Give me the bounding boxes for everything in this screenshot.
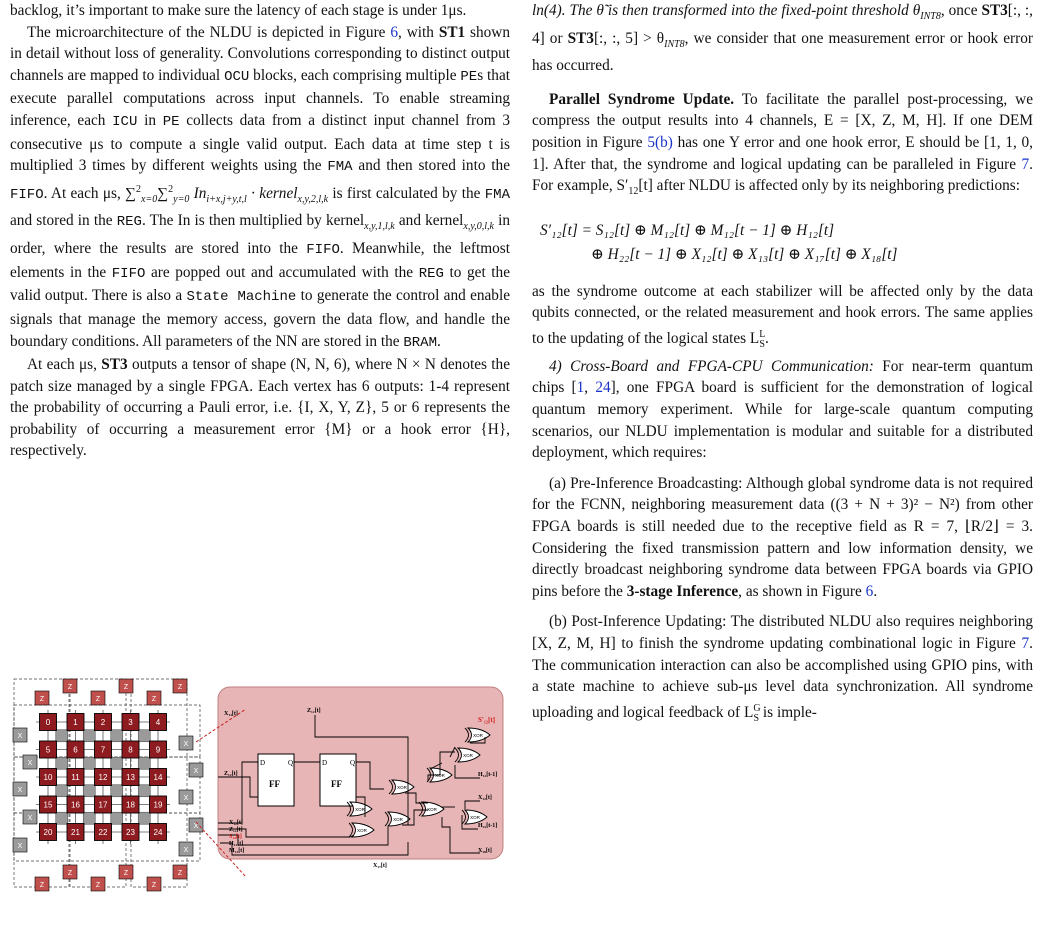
z-box-label: Z — [151, 696, 157, 703]
data-qubit-label: 17 — [98, 800, 108, 810]
z-box-label: Z — [39, 882, 45, 889]
left-paragraph-3: At each μs, ST3 outputs a tensor of shape (N, N, 6), where N × N denotes the patch size managed by a single FPGA. Each vertex has 6 outputs: 1-4 represent the probability of occurring a Pauli error, i.e. {I, X, Y, Z}, 5 or 6 represents the probability of occurring a measurement error {M} or a hook error {H}, respectively. — [10, 356, 510, 460]
signal-h22-m1: H₂₂[t-1] — [478, 823, 498, 829]
nldu-figure — [10, 677, 508, 897]
ff2-q: Q — [350, 759, 356, 767]
signal-in-m12: M₁₂[t] — [229, 848, 245, 854]
right-column — [532, 0, 1033, 729]
data-qubit-label: 15 — [43, 800, 53, 810]
signal-in-h12: H₁₂[t] — [229, 841, 244, 847]
z-box-label: Z — [123, 684, 129, 691]
stabilizer-box — [56, 730, 68, 742]
stabilizer-box — [138, 812, 150, 824]
z-box-label: Z — [95, 882, 101, 889]
left-column — [10, 0, 510, 462]
signal-z12-mid: Z₁₂[t] — [224, 771, 238, 777]
right-paragraph-5: (a) Pre-Inference Broadcasting: Although global syndrome data is not required for the FCNN, neighboring measurement data ((3 + N + 3)² − N²) from other FPGA boards is still needed due to the receptive field as R = 7, ⌊R/2⌋ = 3. Considering the fixed transmission pattern and low information density, we directly broadcast neighboring syndrome data between FPGA boards via GPIO pins before the 3-stage Inference, as shown in Figure 6. — [532, 474, 1033, 600]
data-qubit-label: 24 — [153, 828, 163, 837]
x-box-label: X — [27, 815, 33, 822]
surface-code-grid — [13, 679, 203, 891]
xor-gate-label: XOR — [357, 828, 367, 833]
left-paragraph-2: The microarchitecture of the NLDU is depicted in Figure 6, with ST1 shown in detail without loss of generality. Convolutions corresponding to distinct output channels are mapped to individual OCU blocks, each comprising multiple PEs that execute parallel computations across input channels. To enable streaming inference, each ICU in PE collects data from a distinct input channel from 3 consecutive μs to compute a single valid output. Each data at time step t is multiplied 3 times by different weights using the FMA and then stored into the FIFO. At each μs, ∑$^2_{x=0}$∑$^2_{y=0}$ $In_{i+x,j+y,t,l}$ · kernel$_{x,y,2,l,k}$ is first calculated by the FMA and stored in the REG. The In is then multiplied by kernel$_{x,y,1,l,k}$ and kernel$_{x,y,0,l,k}$ in order, where the results are stored into the FIFO. Meanwhile, the leftmost elements in the FIFO are popped out and accumulated with the REG to get the valid output. There is also a State Machine to generate the control and enable signals that manage the memory access, govern the data flow, and handle the boundary conditions. All parameters of the NN are stored in the BRAM. — [10, 23, 510, 351]
data-qubit-label: 3 — [128, 718, 133, 727]
z-box-label: Z — [67, 870, 73, 877]
data-qubit-label: 16 — [71, 800, 80, 810]
xor-gate-label: XOR — [355, 807, 365, 812]
z-box-label: Z — [177, 870, 183, 877]
data-qubit-label: 22 — [98, 828, 108, 837]
data-qubit-label: 9 — [155, 745, 161, 755]
stabilizer-box — [83, 812, 95, 824]
data-qubit-label: 14 — [153, 773, 163, 782]
figure-7-link[interactable]: 7 — [1021, 155, 1030, 173]
stabilizer-box — [56, 757, 68, 769]
data-qubit-label: 21 — [71, 828, 80, 837]
data-qubit-label: 6 — [73, 745, 78, 755]
data-qubit-label: 11 — [71, 773, 80, 782]
stabilizer-box — [111, 730, 123, 742]
data-qubit-label: 12 — [98, 773, 108, 782]
data-qubit-label: 7 — [100, 745, 106, 755]
x-box-label: X — [17, 843, 23, 850]
stabilizer-box — [138, 730, 150, 742]
stabilizer-box — [138, 785, 150, 797]
ref-24-link[interactable]: 24 — [595, 379, 611, 397]
syndrome-update-logic — [218, 687, 503, 869]
signal-h12-m1: H₁₂[t-1] — [478, 772, 498, 778]
xor-gate-label: XOR — [473, 733, 483, 738]
z-box-label: Z — [151, 882, 157, 889]
right-paragraph-3: as the syndrome outcome at each stabilizer will be affected only by the data qubits connected, or the related measurement and hook errors. The same applies to the updating of the logical states $L^L_S$. — [532, 282, 1033, 351]
signal-x12-right: X₁₂[t] — [478, 795, 492, 801]
data-qubit-label: 19 — [153, 800, 163, 810]
right-paragraph-4: 4) Cross-Board and FPGA-CPU Communication: For near-term quantum chips [1, 24], one FPGA board is sufficient for the demonstration of logical quantum memory experiment. While for large-scale quantum computing scenarios, our NLDU implementation is modular and suitable for a distributed deployment, which requires: — [532, 357, 1033, 462]
x-box-label: X — [17, 733, 23, 740]
equation-line-2: ⊕ H₂₂[t − 1] ⊕ X₁₂[t] ⊕ X₁₃[t] ⊕ X₁₇[t] ⊕ X₁₈[t] — [591, 245, 898, 263]
xor-gate-label: XOR — [397, 785, 407, 790]
x-box-label: X — [183, 795, 189, 802]
signal-x17: X₁₇[t] — [373, 863, 387, 869]
data-qubit-label: 23 — [126, 828, 135, 837]
syndrome-equation — [532, 219, 1033, 267]
xor-gate-label: XOR — [470, 815, 480, 820]
z-box-label: Z — [67, 684, 73, 691]
xor-gate-label: XOR — [393, 817, 403, 822]
signal-x13: X₁₃[t] — [224, 711, 238, 717]
ff1-q: Q — [288, 759, 294, 767]
stabilizer-box — [138, 757, 150, 769]
ff1-d: D — [260, 759, 266, 767]
stabilizer-box — [111, 812, 123, 824]
data-qubit-label: 13 — [126, 773, 135, 782]
stabilizer-box — [83, 785, 95, 797]
right-paragraph-6: (b) Post-Inference Updating: The distributed NLDU also requires neighboring [X, Z, M, H] to finish the syndrome updating combinational logic in Figure 7. The communication interaction can also be accomplished using GPIO pins, with a state machine to achieve sub-μs level data synchronization. All syndrome uploading and logical feedback of $L^G_S$ is imple- — [532, 613, 1033, 724]
ref-1-link[interactable]: 1 — [576, 379, 585, 397]
x-box-label: X — [193, 823, 199, 830]
z-box-label: Z — [123, 870, 129, 877]
x-box-label: X — [183, 847, 189, 854]
z-box-label: Z — [95, 696, 101, 703]
equation-line-1: S′₁₂[t] = S₁₂[t] ⊕ M₁₂[t] ⊕ M₁₂[t − 1] ⊕ H₁₂[t] — [540, 221, 835, 239]
signal-z12-top: Z₁₂[t] — [307, 708, 321, 714]
x-box-label: X — [183, 741, 189, 748]
figure-5b-link[interactable]: 5(b) — [647, 134, 673, 152]
right-paragraph-2: Parallel Syndrome Update. To facilitate the parallel post-processing, we compress the output results into 4 channels, E = [X, Z, M, H]. If one DEM position in Figure 5(b) has one Y error and one hook error, E should be [1, 1, 0, 1]. After that, the syndrome and logical updating can be paralleled in Figure 7. For example, $S'_{12}[t]$ after NLDU is affected only by its neighboring predictions: — [532, 90, 1034, 198]
figure-6-link-right[interactable]: 6 — [865, 582, 874, 600]
data-qubit-label: 4 — [155, 718, 161, 727]
data-qubit-label: 8 — [128, 745, 133, 755]
data-qubit-label: 1 — [73, 718, 78, 727]
xor-gate-label: XOR — [463, 753, 473, 758]
signal-in-x12: X₁₂[t] — [229, 820, 243, 826]
signal-in-z12: Z₁₂[t] — [229, 827, 243, 833]
stabilizer-box — [56, 785, 68, 797]
stabilizer-box — [111, 785, 123, 797]
ff1-label: FF — [269, 779, 280, 789]
left-paragraph-1: backlog, it’s important to make sure the latency of each stage is under 1μs. — [10, 2, 467, 19]
ff2-label: FF — [331, 779, 342, 789]
stabilizer-box — [83, 730, 95, 742]
ff2-d: D — [322, 759, 328, 767]
x-box-label: X — [193, 768, 199, 775]
x-box-label: X — [17, 787, 23, 794]
z-box-label: Z — [177, 684, 183, 691]
signal-s12-out: S'₁₂[t] — [478, 716, 496, 724]
data-qubit-label: 2 — [100, 718, 106, 727]
signal-x18: X₁₈[t] — [478, 848, 492, 854]
xor-gate-label: XOR — [435, 773, 445, 778]
xor-gate-label: XOR — [427, 807, 437, 812]
figure-7-link-right[interactable]: 7 — [1021, 634, 1030, 652]
data-qubit-label: 5 — [45, 745, 51, 755]
stabilizer-box — [83, 757, 95, 769]
right-paragraph-1: ln(4). The θ̃ is then transformed into the fixed-point threshold $\theta_{INT8}$, once ST3[:, :, 4] or ST3[:, :, $5] > \theta_{INT8}$, we consider that one measurement error or hook error has occurred. — [532, 2, 1033, 75]
data-qubit-label: 10 — [43, 773, 53, 782]
z-box-label: Z — [39, 696, 45, 703]
data-qubit-label: 20 — [43, 828, 53, 837]
x-box-label: X — [27, 760, 33, 767]
signal-in-s12: S₁₂[t] — [229, 834, 242, 840]
stabilizer-box — [111, 757, 123, 769]
data-qubit-label: 18 — [126, 800, 135, 810]
data-qubit-label: 0 — [45, 718, 51, 727]
stabilizer-box — [56, 812, 68, 824]
figure-6-link[interactable]: 6 — [390, 23, 399, 41]
